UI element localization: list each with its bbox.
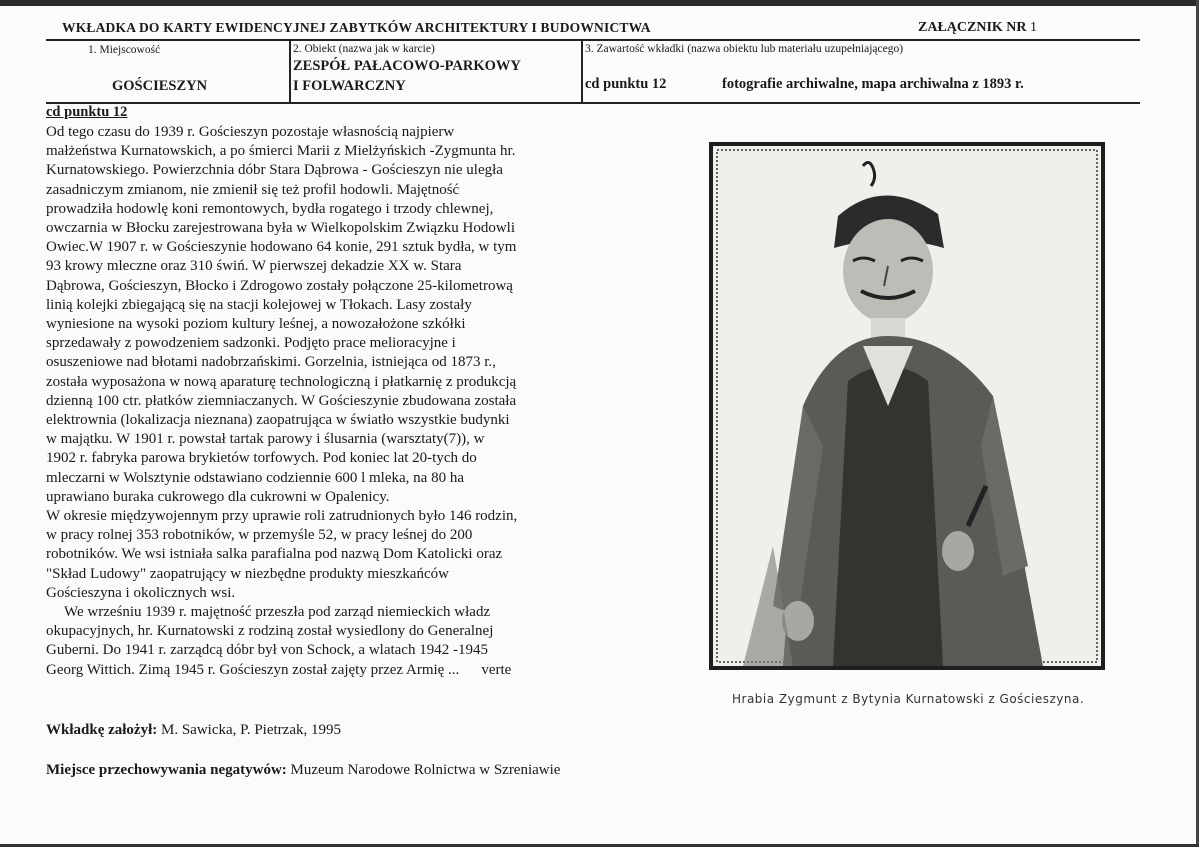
body-line: Od tego czasu do 1939 r. Gościeszyn pozostaje własnością najpierw — [46, 124, 455, 140]
body-line: w pracy rolnej 353 robotników, w przemyśle 52, w pracy leśnej do 200 — [46, 527, 473, 544]
body-line: mleczarni w Wolsztynie odstawiano codziennie 600 l mleka, na 80 ha — [46, 469, 464, 486]
photo-caption: Hrabia Zygmunt z Bytynia Kurnatowski z Gościeszyna. — [732, 692, 1085, 706]
body-line: W okresie międzywojennym przy uprawie roli zatrudnionych było 146 rodzin, — [46, 508, 518, 525]
body-line: owczarnia w Błocku zarejestrowana była w Wielkopolskim Związku Hodowli — [46, 220, 515, 237]
contents-value: fotografie archiwalne, mapa archiwalna z 1893 r. — [722, 76, 1024, 92]
body-line: dzienną 100 ctr. płatków ziemniaczanych. W Gościeszynie zbudowana została — [46, 392, 517, 409]
portrait-illustration — [713, 146, 1101, 666]
annex-number: ZAŁĄCZNIK NR 1 — [918, 20, 1038, 35]
object-label: 2. Obiekt (nazwa jak w karcie) — [293, 43, 435, 55]
archival-portrait-photo — [709, 142, 1105, 670]
header-top-rule — [46, 39, 1140, 41]
body-line: osuszeniowe nad błotami nadobrzańskimi. Gorzelnia, istniejąca od 1873 r., — [46, 354, 496, 371]
locality-value: GOŚCIESZYN — [112, 78, 208, 94]
body-line: wyniesione na wysoki poziom kultury leśnej, a nowozałożone szkółki — [46, 316, 466, 333]
body-line: elektrownia (lokalizacja nieznana) zaopatrująca w światło wszystkie budynki — [46, 412, 510, 429]
body-line: We wrześniu 1939 r. majętność przeszła pod zarząd niemieckich władz — [64, 604, 491, 621]
author-line: Wkładkę założył: M. Sawicka, P. Pietrzak, 1995 — [46, 722, 341, 738]
contents-label: 3. Zawartość wkładki (nazwa obiektu lub materiału uzupełniającego) — [585, 43, 904, 55]
body-line: sprzedawały z powodzeniem sadzonki. Podjęto prace melioracyjne i — [46, 335, 456, 352]
section-heading: cd punktu 12 — [46, 104, 128, 120]
body-line: robotników. We wsi istniała salka parafialna pod nazwą Dom Katolicki oraz — [46, 546, 503, 563]
verte-note: verte — [481, 661, 512, 678]
body-line: uprawiano buraka cukrowego dla cukrowni w Opalenicy. — [46, 488, 390, 505]
body-line: zasadniczym zmianom, nie zmienił się też profil hodowli. Majętność — [46, 181, 460, 198]
body-line: Dąbrowa, Gościeszyn, Błocko i Zdrogowo zostały połączone 25-kilometrową — [46, 277, 513, 294]
body-line: 1902 r. fabryka parowa brykietów torfowych. Pod koniec lat 20-tych do — [46, 450, 477, 467]
body-line: okupacyjnych, hr. Kurnatowski z rodziną został wysiedlony do Generalnej — [46, 623, 494, 640]
contents-ref: cd punktu 12 — [585, 76, 667, 92]
object-value-line2: I FOLWARCZNY — [293, 78, 406, 94]
cell-divider-1 — [289, 40, 291, 102]
body-line: "Skład Ludowy" zaopatrujący w niezbędne produkty mieszkańców — [46, 565, 449, 582]
locality-label: 1. Miejscowość — [88, 44, 161, 56]
body-line: Owiec.W 1907 r. w Gościeszynie hodowano 64 konie, 291 sztuk bydła, w tym — [46, 239, 517, 256]
body-line: została wyposażona w nową aparaturę technologiczną i płatkarnię z produkcją — [46, 373, 517, 390]
body-line: 93 krowy mleczne oraz 310 świń. W pierwszej dekadzie XX w. Stara — [46, 258, 462, 275]
body-line: małżeństwa Kurnatowskich, a po śmierci Marii z Mielżyńskich -Zygmunta hr. — [46, 143, 516, 160]
storage-line: Miejsce przechowywania negatywów: Muzeum Narodowe Rolnictwa w Szreniawie — [46, 762, 561, 778]
body-line: prowadziła hodowlę koni remontowych, bydła rogatego i trzody chlewnej, — [46, 200, 494, 217]
body-line: w majątku. W 1901 r. powstał tartak parowy i ślusarnia (warsztaty(7)), w — [46, 431, 485, 448]
header-bottom-rule — [46, 102, 1140, 104]
body-line-last: Georg Wittich. Zimą 1945 r. Gościeszyn został zajęty przez Armię ... verte — [46, 661, 512, 678]
form-title: WKŁADKA DO KARTY EWIDENCYJNEJ ZABYTKÓW ARCHITEKTURY I BUDOWNICTWA — [62, 20, 651, 35]
object-value-line1: ZESPÓŁ PAŁACOWO-PARKOWY — [293, 58, 521, 74]
body-line: Guberni. Do 1941 r. zarządcą dóbr był von Schock, a wlatach 1942 -1945 — [46, 642, 488, 659]
scan-edge-top — [0, 0, 1199, 6]
body-line: linią kolejki zbiegającą się na stacji kolejowej w Tłokach. Lasy zostały — [46, 296, 472, 313]
cell-divider-2 — [581, 40, 583, 102]
body-text — [46, 123, 591, 680]
body-line: Kurnatowskiego. Powierzchnia dóbr Stara Dąbrowa - Gościeszyn nie uległa — [46, 162, 503, 179]
body-line: Gościeszyna i okolicznych wsi. — [46, 584, 236, 601]
